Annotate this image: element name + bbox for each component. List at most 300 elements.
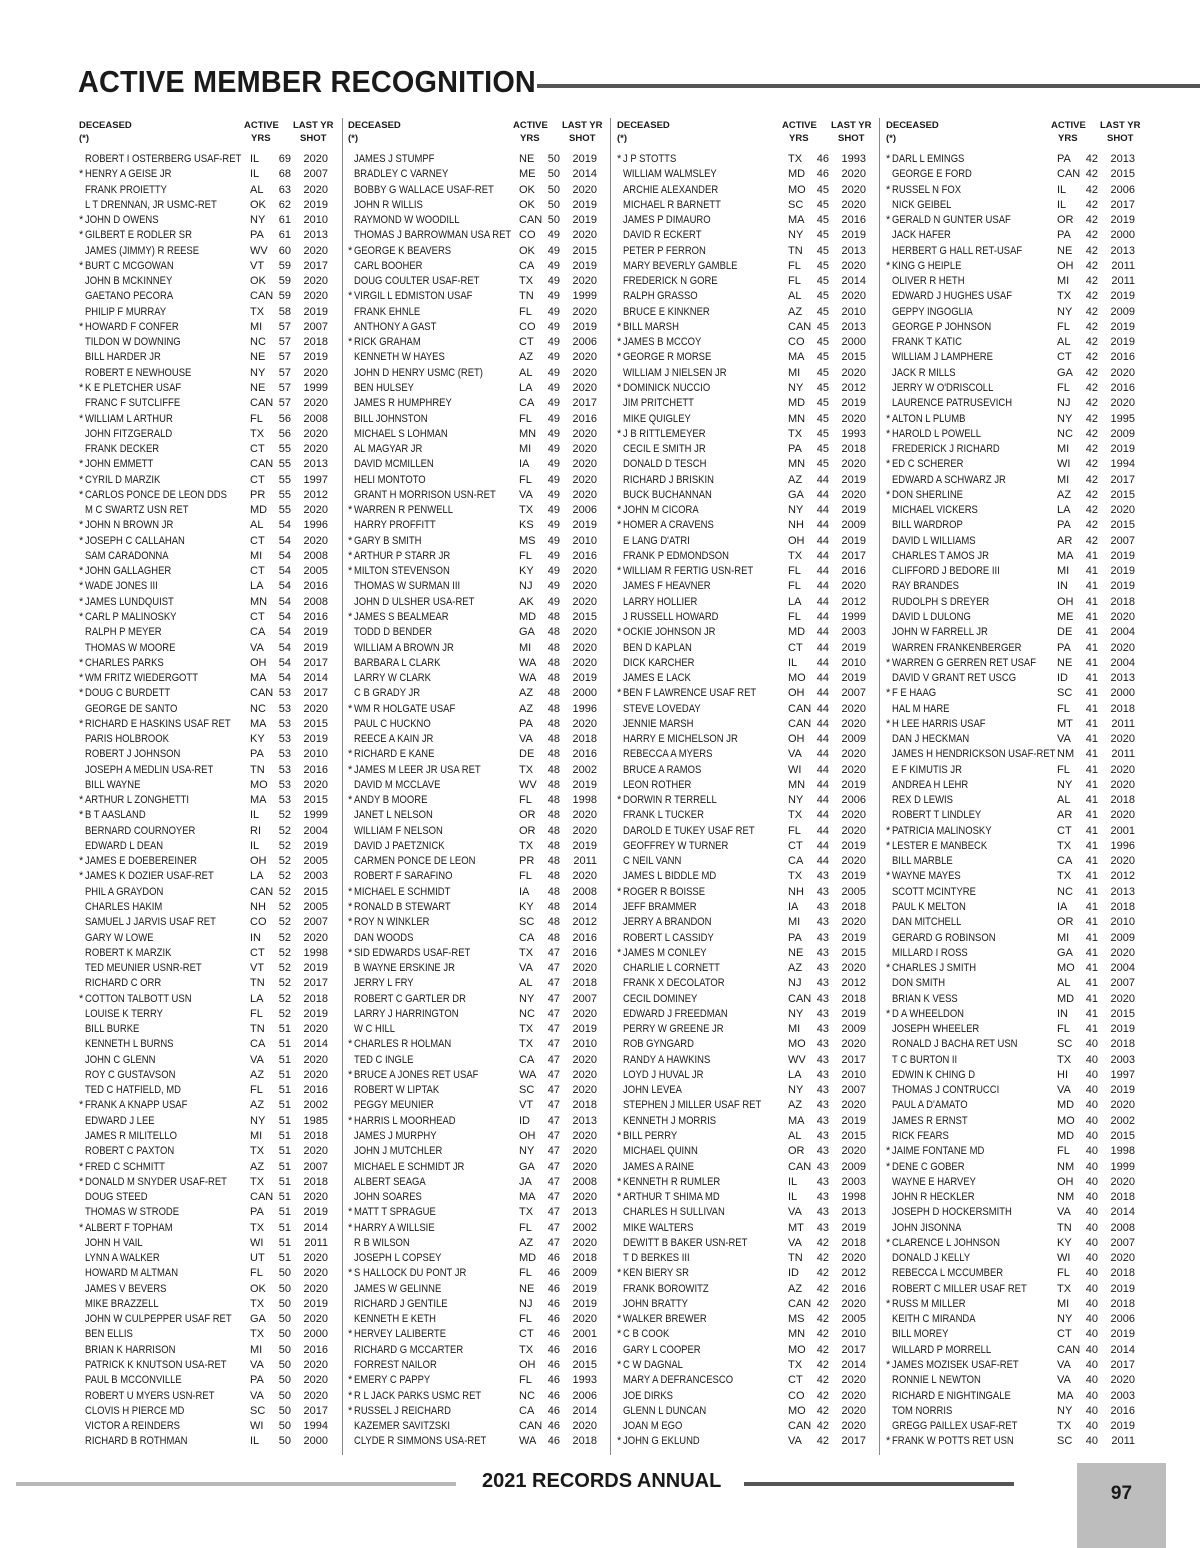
member-state: MD: [1057, 1099, 1075, 1112]
last-year-shot: 2001: [572, 1328, 597, 1341]
active-years: 42: [1085, 198, 1098, 211]
active-years: 48: [547, 763, 560, 776]
list-item: [348, 1022, 610, 1037]
list-item: [617, 549, 879, 564]
last-year-shot: 2019: [303, 839, 328, 852]
last-year-shot: 2008: [572, 885, 597, 898]
member-name: EMERY C PAPPY: [354, 1374, 431, 1387]
list-item: [79, 1144, 341, 1159]
member-state: NC: [1057, 885, 1073, 898]
list-item: [79, 946, 341, 961]
last-year-shot: 2016: [303, 1084, 328, 1097]
member-name: MICHAEL E SCHMIDT: [354, 885, 451, 898]
page-number: 97: [1110, 1483, 1133, 1504]
active-years: 49: [547, 397, 560, 410]
member-state: NY: [1057, 305, 1073, 318]
active-years: 50: [547, 198, 560, 211]
member-name: C W DAGNAL: [623, 1358, 683, 1371]
member-state: CT: [788, 641, 803, 654]
deceased-mark: *: [886, 214, 891, 227]
active-years: 41: [1085, 702, 1098, 715]
last-year-shot: 2014: [303, 1221, 328, 1234]
member-name: JERRY L FRY: [354, 977, 414, 990]
deceased-mark: *: [79, 595, 84, 608]
member-name: WILLIAM WALMSLEY: [623, 168, 717, 181]
member-name: RICHARD C ORR: [85, 977, 162, 990]
list-item: [348, 1068, 610, 1083]
list-item: [79, 488, 341, 503]
active-years: 54: [278, 534, 291, 547]
active-years: 42: [816, 1343, 829, 1356]
last-year-shot: 2020: [572, 626, 597, 639]
member-state: LA: [1057, 504, 1071, 517]
member-name: F E HAAG: [892, 687, 937, 700]
member-state: TX: [519, 1023, 534, 1036]
last-year-shot: 2011: [1111, 717, 1135, 730]
last-year-shot: 2020: [572, 962, 597, 975]
list-item: [886, 518, 1148, 533]
active-years: 50: [278, 1420, 291, 1433]
list-item: [617, 656, 879, 671]
last-year-shot: 2019: [572, 519, 597, 532]
member-name: FRANC F SUTCLIFFE: [85, 397, 181, 410]
deceased-mark: *: [348, 916, 353, 929]
active-years: 45: [816, 290, 829, 303]
member-name: BILL MARBLE: [892, 855, 953, 868]
member-name: WARREN FRANKENBERGER: [892, 641, 1022, 654]
deceased-mark: *: [348, 1374, 353, 1387]
member-name: JAMES H HENDRICKSON USAF-RET: [892, 748, 1056, 761]
last-year-shot: 2020: [572, 1084, 597, 1097]
last-year-shot: 2019: [303, 733, 328, 746]
list-item: [886, 854, 1148, 869]
member-state: FL: [1057, 702, 1070, 715]
list-item: [886, 641, 1148, 656]
member-name: FRANK PROIETTY: [85, 183, 167, 196]
last-year-shot: 2008: [303, 595, 328, 608]
list-item: [348, 1282, 610, 1297]
list-item: [348, 518, 610, 533]
last-year-shot: 2020: [1110, 763, 1135, 776]
member-state: VT: [519, 1099, 534, 1112]
active-years: 55: [278, 458, 291, 471]
list-item: [617, 1037, 879, 1052]
member-name: GEPPY INGOGLIA: [892, 305, 973, 318]
active-years: 53: [278, 717, 291, 730]
member-state: AZ: [519, 1236, 534, 1249]
member-name: R L JACK PARKS USMC RET: [354, 1389, 482, 1402]
active-years: 42: [1085, 320, 1098, 333]
last-year-shot: 2020: [1110, 1175, 1135, 1188]
active-years: 44: [816, 519, 829, 532]
member-name: WAYNE MAYES: [892, 870, 961, 883]
list-item: [79, 1434, 341, 1449]
member-state: MI: [1057, 931, 1070, 944]
member-name: GEORGE E FORD: [892, 168, 972, 181]
member-state: NM: [1057, 1191, 1075, 1204]
member-state: IL: [250, 1435, 260, 1448]
member-state: CT: [250, 946, 265, 959]
active-years: 57: [278, 336, 291, 349]
last-year-shot: 2015: [1110, 519, 1135, 532]
list-item: [886, 503, 1148, 518]
member-name: CARL P MALINOSKY: [85, 610, 177, 623]
list-item: [886, 152, 1148, 167]
last-year-shot: 1997: [1110, 1068, 1135, 1081]
active-years: 52: [278, 901, 291, 914]
member-name: T C BURTON II: [892, 1053, 958, 1066]
last-year-shot: 2020: [841, 1420, 866, 1433]
member-state: CT: [250, 443, 265, 456]
member-state: NY: [788, 794, 804, 807]
active-years: 57: [278, 397, 291, 410]
member-state: AZ: [250, 1068, 265, 1081]
member-state: RI: [250, 824, 261, 837]
member-name: WILLIAM L ARTHUR: [85, 412, 173, 425]
list-item: [79, 549, 341, 564]
list-item: [617, 427, 879, 442]
active-years: 52: [278, 962, 291, 975]
active-years: 61: [278, 214, 291, 227]
list-item: [79, 1343, 341, 1358]
member-name: RANDY A HAWKINS: [623, 1053, 711, 1066]
list-item: [617, 1144, 879, 1159]
list-item: [348, 1312, 610, 1327]
last-year-shot: 2020: [572, 1053, 597, 1066]
member-state: WV: [250, 244, 268, 257]
member-name: DAN MITCHELL: [892, 916, 962, 929]
member-state: WA: [519, 1435, 537, 1448]
active-years: 48: [547, 626, 560, 639]
member-name: ROBERT I OSTERBERG USAF-RET: [85, 153, 242, 165]
list-item: [79, 641, 341, 656]
member-state: CT: [250, 534, 265, 547]
member-state: NJ: [519, 580, 533, 593]
header-deceased: DECEASED: [79, 120, 132, 131]
member-state: CT: [1057, 351, 1072, 364]
member-state: FL: [519, 794, 532, 807]
member-state: MA: [788, 214, 805, 227]
list-item: [617, 1389, 879, 1404]
deceased-mark: *: [79, 992, 84, 1005]
active-years: 42: [816, 1404, 829, 1417]
member-state: WI: [1057, 458, 1071, 471]
last-year-shot: 1998: [841, 1191, 866, 1204]
member-name: BEN HULSEY: [354, 381, 414, 394]
member-state: NC: [1057, 427, 1073, 440]
last-year-shot: 2019: [303, 198, 328, 211]
list-item: [348, 579, 610, 594]
active-years: 41: [1085, 839, 1098, 852]
deceased-mark: *: [79, 320, 84, 333]
column-divider: [342, 118, 343, 1455]
list-item: [617, 503, 879, 518]
list-item: [79, 473, 341, 488]
list-item: [886, 1022, 1148, 1037]
last-year-shot: 2020: [841, 962, 866, 975]
member-name: RUSSEL J REICHARD: [354, 1404, 451, 1417]
list-item: [348, 1160, 610, 1175]
deceased-mark: *: [79, 565, 84, 578]
member-state: IL: [788, 656, 798, 669]
active-years: 50: [547, 214, 560, 227]
active-years: 44: [816, 595, 829, 608]
header-deceased: DECEASED: [886, 120, 939, 131]
active-years: 40: [1085, 1068, 1098, 1081]
active-years: 47: [547, 946, 560, 959]
active-years: 40: [1085, 1099, 1098, 1112]
member-state: KY: [519, 565, 534, 578]
member-state: NE: [1057, 656, 1073, 669]
member-state: IA: [1057, 901, 1068, 914]
last-year-shot: 2019: [303, 1206, 328, 1219]
list-item: [886, 1098, 1148, 1113]
active-years: 49: [547, 320, 560, 333]
last-year-shot: 2013: [841, 320, 866, 333]
list-item: [617, 396, 879, 411]
member-state: NY: [519, 992, 535, 1005]
member-name: WADE JONES III: [85, 580, 158, 593]
deceased-mark: *: [348, 1206, 353, 1219]
member-name: ROBERT C PAXTON: [85, 1145, 175, 1158]
member-state: FL: [788, 610, 801, 623]
active-years: 49: [547, 504, 560, 517]
active-years: 57: [278, 351, 291, 364]
header-last-yr: LAST YR: [293, 120, 334, 131]
member-state: OH: [519, 1358, 536, 1371]
deceased-mark: *: [79, 381, 84, 394]
active-years: 60: [278, 244, 291, 257]
last-year-shot: 2020: [303, 1068, 328, 1081]
member-name: JOAN M EGO: [623, 1420, 683, 1433]
last-year-shot: 2019: [1110, 1420, 1135, 1433]
member-name: TILDON W DOWNING: [85, 336, 181, 349]
active-years: 47: [547, 1114, 560, 1127]
list-item: [886, 763, 1148, 778]
active-years: 46: [547, 1328, 560, 1341]
member-name: CHARLES HAKIM: [85, 901, 163, 914]
list-item: [886, 259, 1148, 274]
list-item: [617, 1068, 879, 1083]
member-name: VICTOR A REINDERS: [85, 1420, 180, 1433]
last-year-shot: 2014: [303, 1038, 328, 1051]
member-state: FL: [519, 1267, 532, 1280]
member-state: MO: [788, 1038, 806, 1051]
deceased-mark: *: [348, 1038, 353, 1051]
member-name: SID EDWARDS USAF-RET: [354, 946, 471, 959]
last-year-shot: 2018: [841, 992, 866, 1005]
deceased-mark: *: [79, 458, 84, 471]
last-year-shot: 2019: [841, 1007, 866, 1020]
last-year-shot: 2020: [841, 366, 866, 379]
last-year-shot: 2020: [841, 763, 866, 776]
list-item: [348, 671, 610, 686]
member-name: JAMES A RAINE: [623, 1160, 694, 1173]
last-year-shot: 2016: [572, 748, 597, 761]
member-state: MI: [788, 366, 801, 379]
member-state: VA: [788, 1206, 802, 1219]
member-name: GARY W LOWE: [85, 931, 154, 944]
list-item: [79, 1068, 341, 1083]
last-year-shot: 2019: [1110, 549, 1135, 562]
member-name: BILL HARDER JR: [85, 351, 161, 364]
member-state: MN: [250, 595, 268, 608]
active-years: 42: [816, 1236, 829, 1249]
list-item: [617, 595, 879, 610]
active-years: 59: [278, 290, 291, 303]
list-item: [348, 259, 610, 274]
list-item: [79, 1358, 341, 1373]
list-item: [617, 1266, 879, 1281]
member-state: MN: [788, 1328, 806, 1341]
member-name: DORWIN R TERRELL: [623, 794, 717, 807]
member-state: AZ: [1057, 488, 1072, 501]
list-item: [886, 1053, 1148, 1068]
active-years: 44: [816, 839, 829, 852]
member-name: JANET L NELSON: [354, 809, 433, 822]
active-years: 50: [278, 1404, 291, 1417]
list-item: [886, 1007, 1148, 1022]
last-year-shot: 2020: [572, 458, 597, 471]
active-years: 53: [278, 763, 291, 776]
active-years: 41: [1085, 778, 1098, 791]
member-name: HAL M HARE: [892, 702, 950, 715]
member-name: ROBERT K MARZIK: [85, 946, 172, 959]
active-years: 52: [278, 870, 291, 883]
last-year-shot: 2010: [841, 1068, 866, 1081]
active-years: 42: [816, 1252, 829, 1265]
list-item: [79, 183, 341, 198]
active-years: 44: [816, 672, 829, 685]
deceased-mark: *: [617, 885, 622, 898]
list-item: [348, 702, 610, 717]
active-years: 48: [547, 885, 560, 898]
member-state: MO: [788, 183, 806, 196]
member-name: WILLIAM J NIELSEN JR: [623, 366, 727, 379]
member-state: OK: [250, 275, 266, 288]
deceased-mark: *: [348, 610, 353, 623]
list-item: [617, 1312, 879, 1327]
list-item: [348, 412, 610, 427]
member-state: NC: [250, 702, 266, 715]
member-name: GEORGE K BEAVERS: [354, 244, 452, 257]
member-state: TX: [1057, 1053, 1072, 1066]
list-item: [617, 366, 879, 381]
active-years: 51: [278, 1145, 291, 1158]
member-name: B T AASLAND: [85, 809, 146, 822]
list-item: [348, 793, 610, 808]
last-year-shot: 2019: [303, 1007, 328, 1020]
last-year-shot: 2020: [303, 1023, 328, 1036]
active-years: 50: [547, 168, 560, 181]
member-state: FL: [519, 305, 532, 318]
list-item: [348, 564, 610, 579]
member-state: CAN: [250, 687, 274, 700]
active-years: 43: [816, 1221, 829, 1234]
last-year-shot: 2005: [841, 1313, 866, 1326]
member-name: BILL MOREY: [892, 1328, 949, 1341]
member-state: MS: [788, 1313, 805, 1326]
member-state: SC: [250, 1404, 266, 1417]
member-state: WV: [519, 778, 537, 791]
list-item: [886, 808, 1148, 823]
last-year-shot: 2020: [303, 1313, 328, 1326]
member-name: PHILIP F MURRAY: [85, 305, 167, 318]
active-years: 41: [1085, 748, 1098, 761]
member-name: KENNETH J MORRIS: [623, 1114, 717, 1127]
member-name: DAVID M MCCLAVE: [354, 778, 441, 791]
list-item: [886, 244, 1148, 259]
active-years: 57: [278, 366, 291, 379]
member-state: AL: [1057, 794, 1071, 807]
list-item: [348, 1404, 610, 1419]
member-state: TN: [788, 244, 803, 257]
member-name: DEWITT B BAKER USN-RET: [623, 1236, 748, 1249]
last-year-shot: 2004: [1110, 626, 1135, 639]
list-item: [348, 961, 610, 976]
last-year-shot: 2007: [303, 1160, 328, 1173]
member-state: WI: [250, 1420, 264, 1433]
last-year-shot: 2016: [303, 763, 328, 776]
member-state: OH: [250, 656, 267, 669]
member-state: OK: [519, 244, 535, 257]
member-state: TX: [519, 1038, 534, 1051]
active-years: 40: [1085, 1343, 1098, 1356]
member-name: PETER P FERRON: [623, 244, 706, 257]
active-years: 47: [547, 1236, 560, 1249]
member-state: GA: [250, 1313, 266, 1326]
member-state: TN: [250, 763, 265, 776]
last-year-shot: 2004: [1110, 656, 1135, 669]
list-item: [79, 1221, 341, 1236]
active-years: 40: [1085, 1267, 1098, 1280]
member-state: MI: [1057, 443, 1070, 456]
member-name: JOSEPH A MEDLIN USA-RET: [85, 763, 214, 776]
deceased-mark: *: [79, 656, 84, 669]
deceased-mark: *: [79, 1221, 84, 1234]
list-item: [886, 473, 1148, 488]
last-year-shot: 2013: [572, 1206, 597, 1219]
list-item: [348, 427, 610, 442]
last-year-shot: 2009: [1110, 305, 1135, 318]
last-year-shot: 2020: [572, 183, 597, 196]
active-years: 48: [547, 687, 560, 700]
member-name: ROBERT T LINDLEY: [892, 809, 982, 822]
active-years: 51: [278, 1114, 291, 1127]
active-years: 47: [547, 1221, 560, 1234]
member-name: JACK R MILLS: [892, 366, 956, 379]
list-item: [348, 549, 610, 564]
list-item: [886, 228, 1148, 243]
active-years: 58: [278, 305, 291, 318]
list-item: [886, 549, 1148, 564]
active-years: 53: [278, 733, 291, 746]
member-name: RICHARD E KANE: [354, 748, 435, 761]
last-year-shot: 1999: [303, 381, 328, 394]
active-years: 43: [816, 1053, 829, 1066]
column-header: [617, 118, 879, 150]
active-years: 51: [278, 1206, 291, 1219]
list-item: [617, 579, 879, 594]
deceased-mark: *: [617, 519, 622, 532]
member-state: MD: [519, 610, 537, 623]
member-state: TN: [250, 977, 265, 990]
last-year-shot: 2020: [841, 1145, 866, 1158]
header-shot: SHOT: [838, 133, 865, 144]
member-name: LARRY W CLARK: [354, 672, 431, 685]
last-year-shot: 2009: [572, 1267, 597, 1280]
last-year-shot: 2018: [303, 992, 328, 1005]
